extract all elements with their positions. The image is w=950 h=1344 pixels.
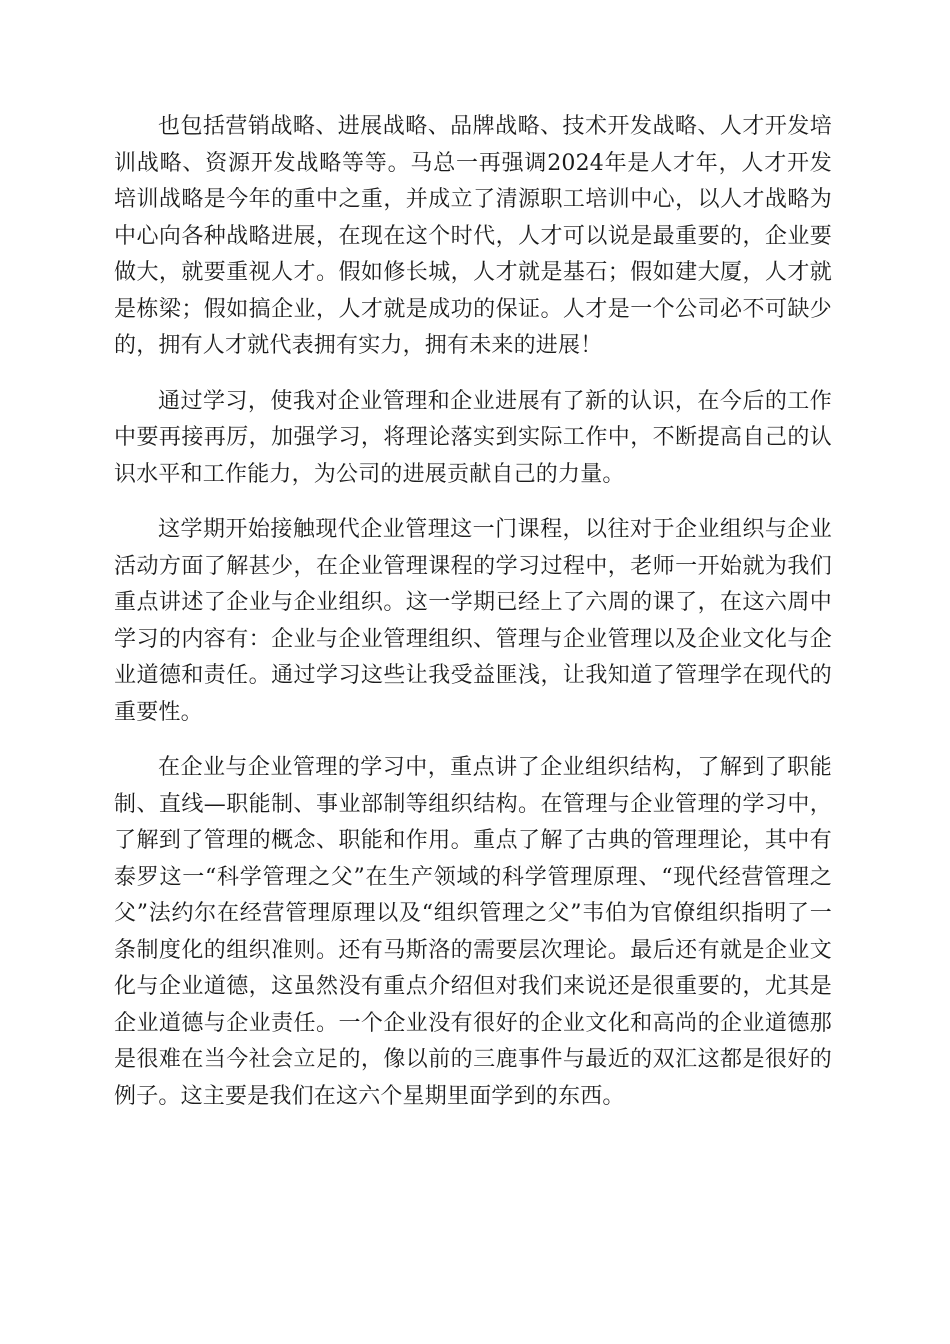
paragraph-learning-summary: 通过学习，使我对企业管理和企业进展有了新的认识，在今后的工作中要再接再厉，加强学习，将理论落实到实际工作中，不断提高自己的认识水平和工作能力，为公司的进展贡献自己的力量。 bbox=[114, 388, 832, 487]
document-body bbox=[114, 109, 832, 1134]
paragraph-strategy: 也包括营销战略、进展战略、品牌战略、技术开发战略、人才开发培训战略、资源开发战略等等。马总一再强调2024年是人才年，人才开发培训战略是今年的重中之重，并成立了清源职工培训中心，以人才战略为中心向各种战略进展，在现在这个时代，人才可以说是最重要的，企业要做大，就要重视人才。假如修长城，人才就是基石；假如建大厦，人才就是栋梁；假如搞企业，人才就是成功的保证。人才是一个公司必不可缺少的，拥有人才就代表拥有实力，拥有未来的进展！ bbox=[114, 114, 832, 358]
paragraph-course-content: 在企业与企业管理的学习中，重点讲了企业组织结构，了解到了职能制、直线—职能制、事业部制等组织结构。在管理与企业管理的学习中，了解到了管理的概念、职能和作用。重点了解了古典的管理理论，其中有泰罗这一“科学管理之父”在生产领域的科学管理原理、“现代经营管理之父”法约尔在经营管理原理以及“组织管理之父”韦伯为官僚组织指明了一条制度化的组织准则。还有马斯洛的需要层次理论。最后还有就是企业文化与企业道德，这虽然没有重点介绍但对我们来说还是很重要的，尤其是企业道德与企业责任。一个企业没有很好的企业文化和高尚的企业道德那是很难在当今社会立足的，像以前的三鹿事件与最近的双汇这都是很好的例子。这主要是我们在这六个星期里面学到的东西。 bbox=[114, 755, 832, 1109]
paragraph-course-intro: 这学期开始接触现代企业管理这一门课程，以往对于企业组织与企业活动方面了解甚少，在企业管理课程的学习过程中，老师一开始就为我们重点讲述了企业与企业组织。这一学期已经上了六周的课了，在这六周中学习的内容有：企业与企业管理组织、管理与企业管理以及企业文化与企业道德和责任。通过学习这些让我受益匪浅，让我知道了管理学在现代的重要性。 bbox=[114, 517, 832, 725]
